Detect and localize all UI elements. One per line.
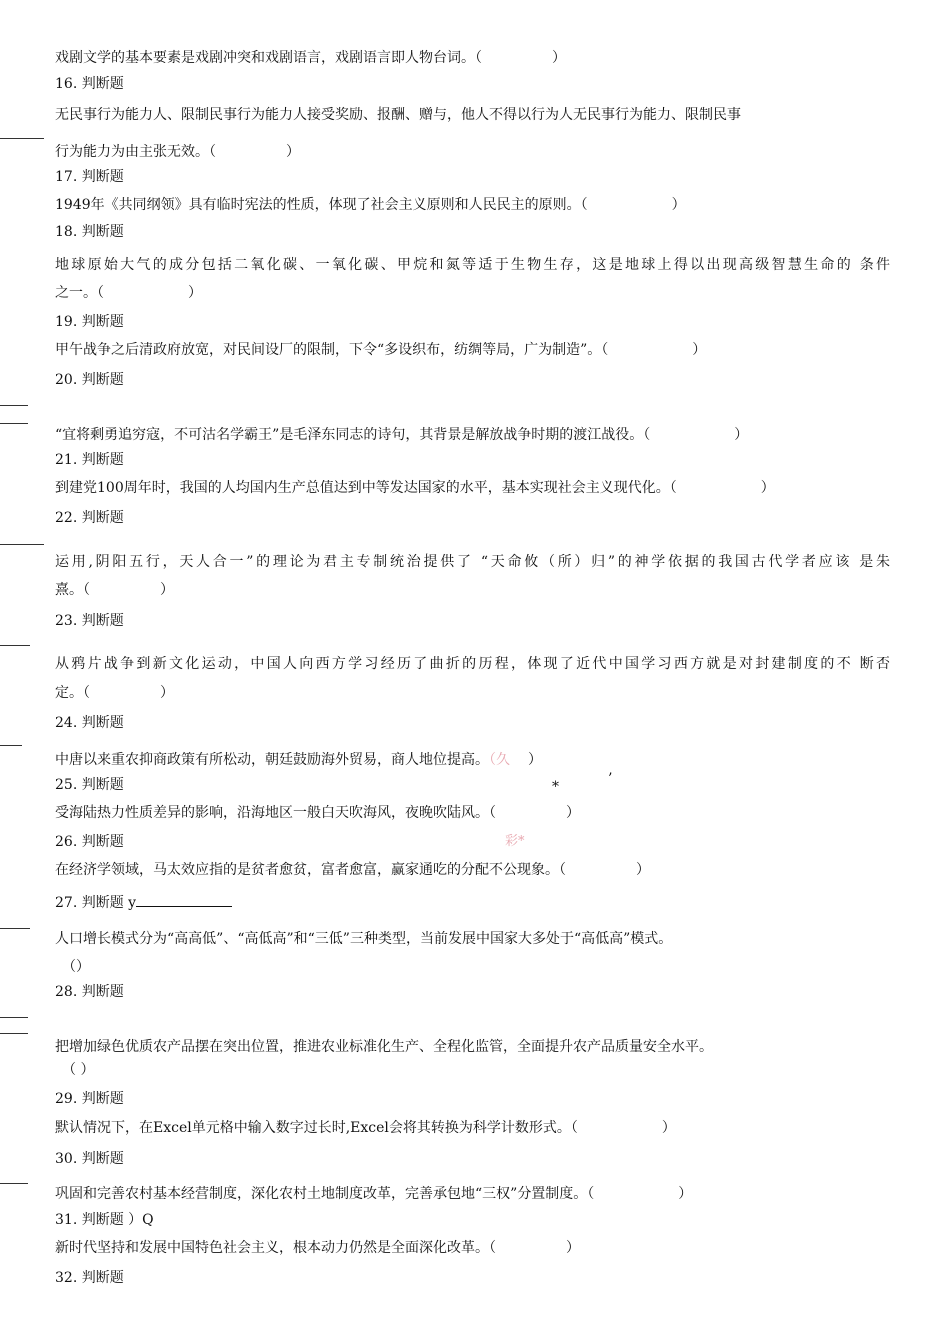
margin-mark [0,645,30,646]
stray-mark: * [552,779,559,795]
question-label-22: 22. 判断题 [55,510,124,526]
question-label-26: 26. 判断题 [55,834,124,850]
margin-mark [0,1033,28,1034]
question-label-25: 25. 判断题 [55,777,124,793]
margin-mark [0,423,28,424]
statement-28: 把增加绿色优质农产品摆在突出位置，推进农业标准化生产、全程化监管，全面提升农产品质量安全水平。 [55,1039,713,1055]
margin-mark [0,745,22,746]
statement-22-line1: 运用,阴阳五行，天人合一”的理论为君主专制统治提供了 “天命攸（所）归”的神学依据的我国古代学者应该 是朱 [55,554,890,570]
statement-28-bracket: （ ） [62,1062,95,1078]
statement-16-line2: 行为能力为由主张无效。（ ） [55,144,300,160]
question-label-23: 23. 判断题 [55,613,124,629]
faint-stamp-text: 彩* [505,834,525,849]
question-label-31: 31. 判断题 ）Q [55,1212,154,1228]
statement-18-line1: 地球原始大气的成分包括二氧化碳、一氧化碳、甲烷和氮等适于生物生存，这是地球上得以出现高级智慧生命的 条件 [55,257,890,273]
statement-18-line2: 之一。（ ） [55,285,202,301]
margin-mark [0,544,44,545]
statement-25: 受海陆热力性质差异的影响，沿海地区一般白天吹海风，夜晚吹陆风。（ ） [55,805,580,821]
statement-21: 到建党100周年时，我国的人均国内生产总值达到中等发达国家的水平，基本实现社会主义现代化。（ ） [55,480,775,496]
stray-mark: ’ [608,771,613,787]
question-label-29: 29. 判断题 [55,1091,124,1107]
question-label-21: 21. 判断题 [55,452,124,468]
underline-mark [136,894,232,907]
statement-24-text: 中唐以来重农抑商政策有所松动，朝廷鼓励海外贸易，商人地位提高。 [55,752,489,768]
margin-mark [0,138,44,139]
question-label-24: 24. 判断题 [55,715,124,731]
statement-29: 默认情况下，在Excel单元格中输入数字过长时,Excel会将其转换为科学计数形式。（ ） [55,1120,676,1136]
question-label-16: 16. 判断题 [55,76,124,92]
margin-mark [0,405,28,406]
statement-30: 巩固和完善农村基本经营制度，深化农村土地制度改革，完善承包地“三权”分置制度。（ ） [55,1186,693,1202]
statement-27: 人口增长模式分为“高高低”、“高低高”和“三低”三种类型，当前发展中国家大多处于“高低高”模式。 [55,931,673,947]
margin-mark [0,928,30,929]
statement-24-close: ） [528,752,542,768]
faint-handwriting: （久 [489,752,510,768]
statement-26: 在经济学领域，马太效应指的是贫者愈贫，富者愈富，赢家通吃的分配不公现象。（ ） [55,862,650,878]
statement-17: 1949年《共同纲领》具有临时宪法的性质，体现了社会主义原则和人民民主的原则。（ ） [55,197,686,213]
question-label-17: 17. 判断题 [55,169,124,185]
question-label-27 [55,894,232,912]
statement-15: 戏剧文学的基本要素是戏剧冲突和戏剧语言，戏剧语言即人物台词。（ ） [55,50,566,66]
question-label-28: 28. 判断题 [55,984,124,1000]
question-label-27-text: 27. 判断题 y [55,895,137,911]
statement-24 [55,751,542,769]
question-label-19: 19. 判断题 [55,314,124,330]
question-label-20: 20. 判断题 [55,372,124,388]
margin-mark [0,1017,28,1018]
statement-22-line2: 熹。（ ） [55,582,174,598]
statement-23-line1: 从鸦片战争到新文化运动，中国人向西方学习经历了曲折的历程，体现了近代中国学习西方就是对封建制度的不 断否 [55,656,890,672]
question-label-18: 18. 判断题 [55,224,124,240]
margin-mark [0,1183,28,1184]
question-label-30: 30. 判断题 [55,1151,124,1167]
statement-31: 新时代坚持和发展中国特色社会主义，根本动力仍然是全面深化改革。（ ） [55,1240,580,1256]
statement-27-bracket: （） [62,959,90,975]
statement-16-line1: 无民事行为能力人、限制民事行为能力人接受奖励、报酬、赠与，他人不得以行为人无民事行为能力、限制民事 [55,107,741,123]
statement-23-line2: 定。（ ） [55,685,174,701]
statement-19: 甲午战争之后清政府放宽，对民间设厂的限制，下令“多设织布，纺绸等局，广为制造”。（ ） [55,342,707,358]
question-label-32: 32. 判断题 [55,1270,124,1286]
statement-20: “宜将剩勇追穷寇，不可沽名学霸王”是毛泽东同志的诗句，其背景是解放战争时期的渡江战役。（ ） [55,427,749,443]
